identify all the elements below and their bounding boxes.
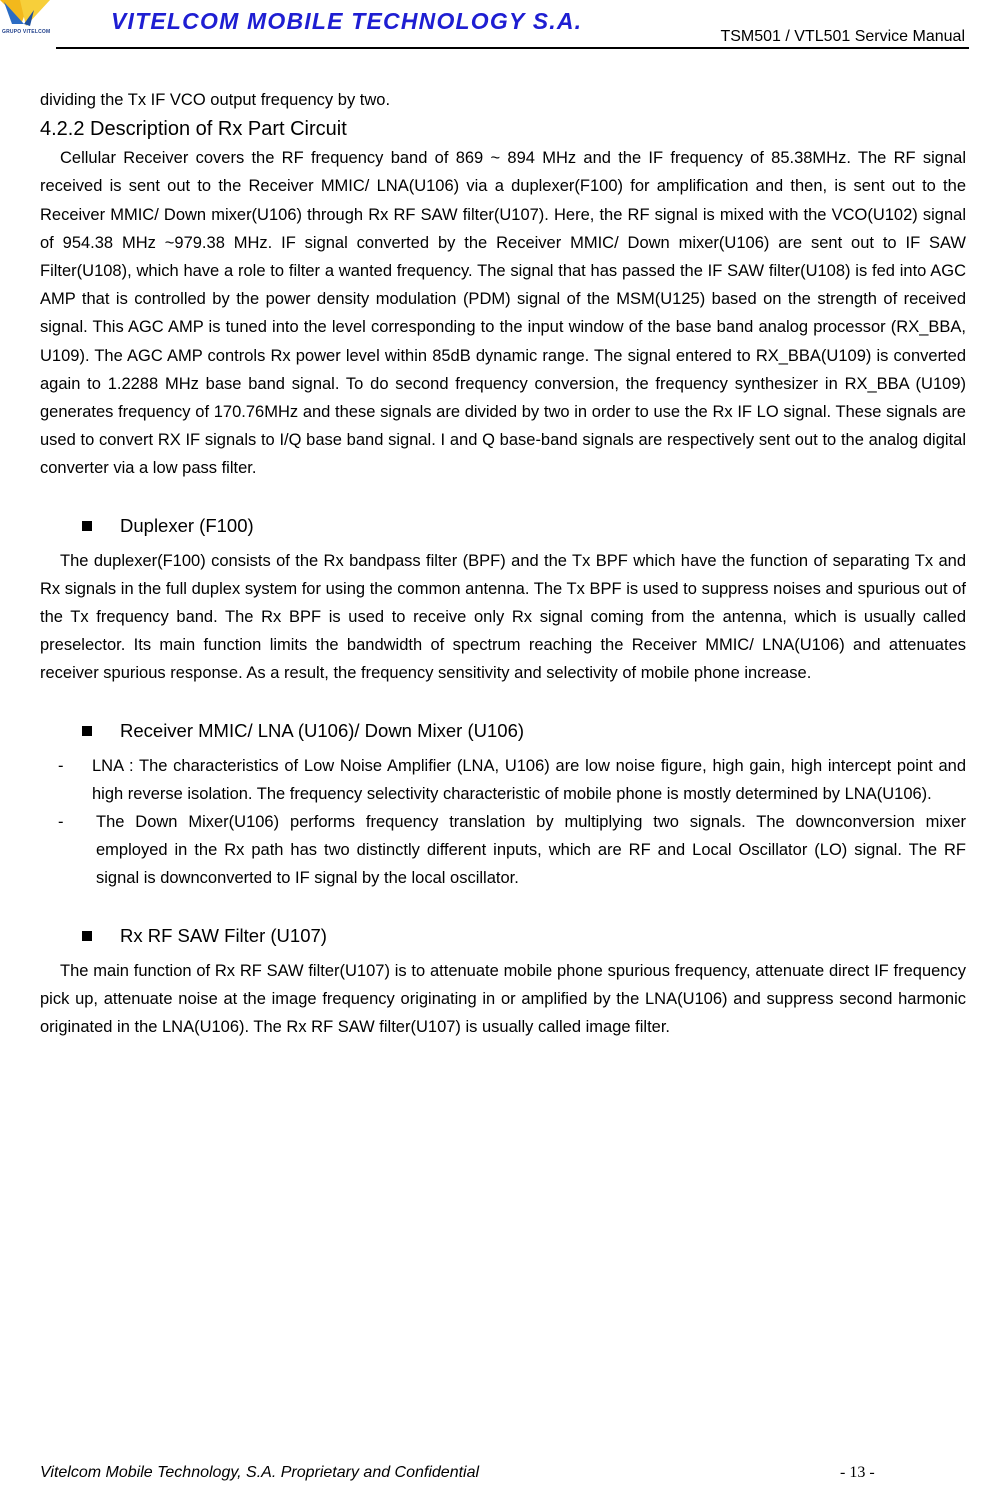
mmic-heading (40, 716, 966, 746)
list-item-text: LNA : The characteristics of Low Noise Amplifier (LNA, U106) are low noise figure, high gain, high intercept point and high reverse isolation. The frequency selectivity characteristic of mobile phone is mostly determined by LNA(U106). (92, 756, 966, 803)
duplexer-heading (40, 511, 966, 541)
section-heading: 4.2.2 Description of Rx Part Circuit (40, 118, 347, 141)
square-bullet-icon (82, 931, 92, 941)
duplexer-heading-text: Duplexer (F100) (120, 514, 254, 536)
rx-description-paragraph: Cellular Receiver covers the RF frequency band of 869 ~ 894 MHz and the IF frequency of 85.38MHz. The RF signal received is sent out to the Receiver MMIC/ LNA(U106) via a duplexer(F100) for amplification and then, is sent out to the Receiver MMIC/ Down mixer(U106) through Rx RF SAW filter(U107). Here, the RF signal is mixed with the VCO(U102) signal of 954.38 MHz ~979.38 MHz. IF signal converted by the Receiver MMIC/ Down mixer(U106) are sent out to IF SAW Filter(U108), which have a role to filter a wanted frequency. The signal that has passed the IF SAW filter(U108) is fed into AGC AMP that is controlled by the power density modulation (PDM) signal of the MSM(U125) based on the strength of received signal. This AGC AMP is tuned into the level corresponding to the input window of the base band analog processor (RX_BBA, U109). The AGC AMP controls Rx power level within 85dB dynamic range. The signal entered to RX_BBA(U109) is converted again to 1.2288 MHz base band signal. To do second frequency conversion, the frequency synthesizer in RX_BBA (U109) generates frequency of 170.76MHz and these signals are divided by two in order to use the Rx IF LO signal. These signals are used to convert RX IF signals to I/Q base band signal. I and Q base-band signals are respectively sent out to the analog digital converter via a low pass filter. (40, 149, 966, 478)
page-header (0, 0, 981, 52)
intro-line: dividing the Tx IF VCO output frequency by two. (40, 91, 391, 109)
duplexer-paragraph: The duplexer(F100) consists of the Rx bandpass filter (BPF) and the Tx BPF which have the function of separating Tx and Rx signals in the full duplex system for using the common antenna. The Tx BPF is used to suppress noises and spurious out of the Tx frequency band. The Rx BPF is used to receive only Rx signal coming from the antenna, which is usually called preselector. Its main function limits the bandwidth of spectrum reaching the Receiver MMIC/ LNA(U106) and attenuates receiver spurious response. As a result, the frequency sensitivity and selectivity of mobile phone increase. (40, 551, 966, 683)
saw-filter-paragraph: The main function of Rx RF SAW filter(U107) is to attenuate mobile phone spurious frequency, attenuate direct IF frequency pick up, attenuate noise at the image frequency originating in or amplified by the LNA(U106) and suppress second harmonic originated in the LNA(U106). The Rx RF SAW filter(U107) is usually called image filter. (40, 961, 966, 1037)
header-rule (56, 47, 969, 49)
list-item-text: The Down Mixer(U106) performs frequency translation by multiplying two signals. The downconversion mixer employed in the Rx path has two distinctly different inputs, which are RF and Local Oscillator (LO) signal. The RF signal is downconverted to IF signal by the local oscillator. (96, 813, 966, 888)
list-item-lna (40, 752, 966, 808)
saw-filter-heading-text: Rx RF SAW Filter (U107) (120, 924, 327, 946)
logo-caption: GRUPO VITELCOM (2, 29, 51, 35)
dash-marker: - (58, 756, 64, 775)
square-bullet-icon (82, 521, 92, 531)
square-bullet-icon (82, 726, 92, 736)
manual-title: TSM501 / VTL501 Service Manual (720, 28, 965, 45)
page-footer (40, 1464, 966, 1485)
mmic-heading-text: Receiver MMIC/ LNA (U106)/ Down Mixer (U106) (120, 719, 525, 741)
page-content (40, 86, 966, 1041)
company-title: VITELCOM MOBILE TECHNOLOGY S.A. (111, 8, 583, 34)
footer-confidential: Vitelcom Mobile Technology, S.A. Proprietary and Confidential (40, 1464, 480, 1481)
page-number: - 13 - (840, 1464, 875, 1481)
saw-filter-heading (40, 921, 966, 951)
list-item-down-mixer (40, 808, 966, 893)
dash-marker: - (58, 813, 64, 832)
